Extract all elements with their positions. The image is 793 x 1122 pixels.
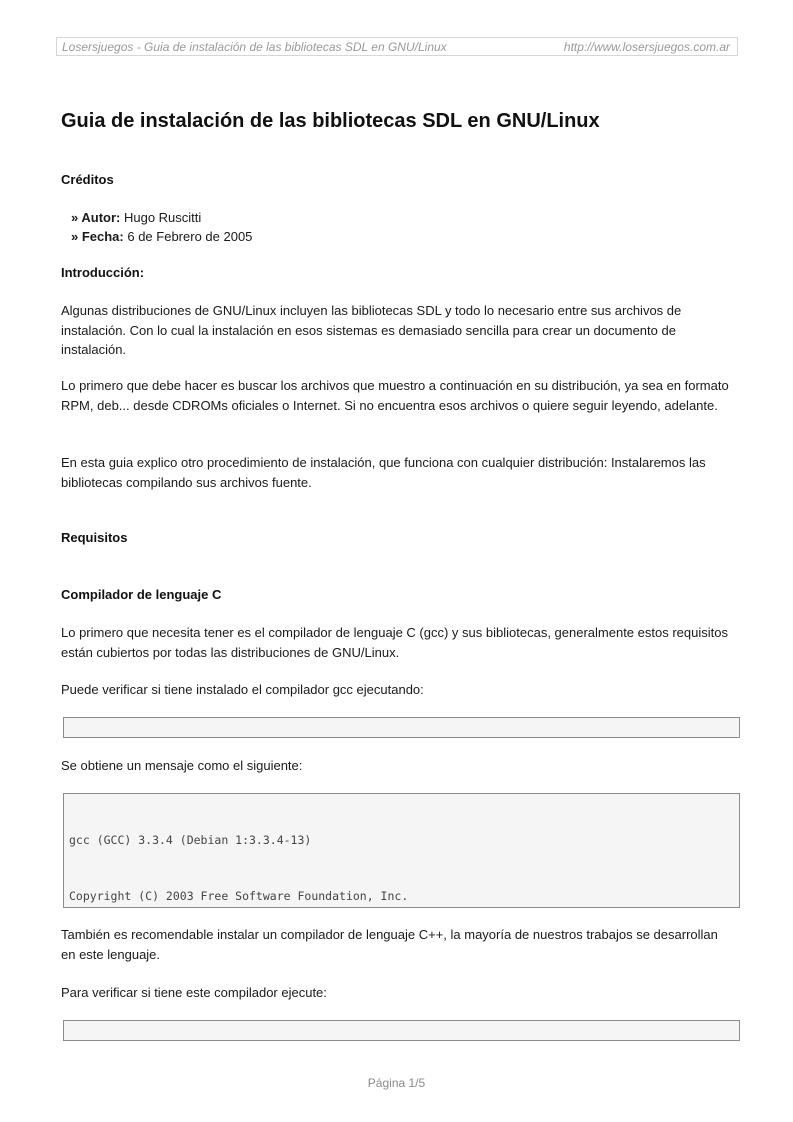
code-block-gcc-version [63,717,740,738]
compilador-paragraph: Lo primero que necesita tener es el compilador de lenguaje C (gcc) y sus bibliotecas, generalmente estos requisitos están cubiertos por todas las distribuciones de GNU/Linux. [61,625,728,660]
intro-paragraph: En esta guia explico otro procedimiento de instalación, que funciona con cualquier distribución: Instalaremos las bibliotecas compilando sus archivos fuente. [61,455,706,490]
credit-item-fecha [71,227,252,246]
page-header [56,37,738,56]
intro-paragraph: Algunas distribuciones de GNU/Linux incluyen las bibliotecas SDL y todo lo necesario entre sus archivos de instalación. Con lo cual la instalación en esos sistemas es demasiado sencilla para crear un documento de instalación. [61,303,682,357]
requisitos-heading: Requisitos [61,530,128,545]
intro-paragraph: Lo primero que debe hacer es buscar los archivos que muestro a continuación en su distribución, ya sea en formato RPM, deb... desde CDROMs oficiales o Internet. Si no encuentra esos archivos o quiere seguir leyendo, adelante. [61,378,729,413]
introduccion-heading: Introducción: [61,265,145,280]
code-block-gpp-version [63,1020,740,1041]
credit-value: 6 de Febrero de 2005 [123,229,253,244]
header-document-title: Losersjuegos - Guia de instalación de las bibliotecas SDL en GNU/Linux [62,40,447,54]
credit-label: » Autor: [71,210,121,225]
compilador-paragraph: Se obtiene un mensaje como el siguiente: [61,758,303,773]
header-url: http://www.losersjuegos.com.ar [563,40,730,54]
compilador-paragraph: Para verificar si tiene este compilador ejecute: [61,985,327,1000]
compilador-paragraph: Puede verificar si tiene instalado el compilador gcc ejecutando: [61,682,424,697]
page-number: Página 1/5 [367,1076,426,1090]
credit-value: Hugo Ruscitti [120,210,202,225]
compilador-heading: Compilador de lenguaje C [61,587,222,602]
code-line: Copyright (C) 2003 Free Software Foundation, Inc. [69,888,409,903]
creditos-heading: Créditos [61,172,114,187]
code-line: gcc (GCC) 3.3.4 (Debian 1:3.3.4-13) [69,833,312,847]
page-title: Guia de instalación de las bibliotecas SDL en GNU/Linux [61,110,600,132]
compilador-paragraph: También es recomendable instalar un compilador de lenguaje C++, la mayoría de nuestros trabajos se desarrollan en este lenguaje. [61,927,718,962]
credit-label: » Fecha: [71,229,124,244]
credit-item-autor [71,208,201,227]
code-block-gcc-output [63,793,740,908]
